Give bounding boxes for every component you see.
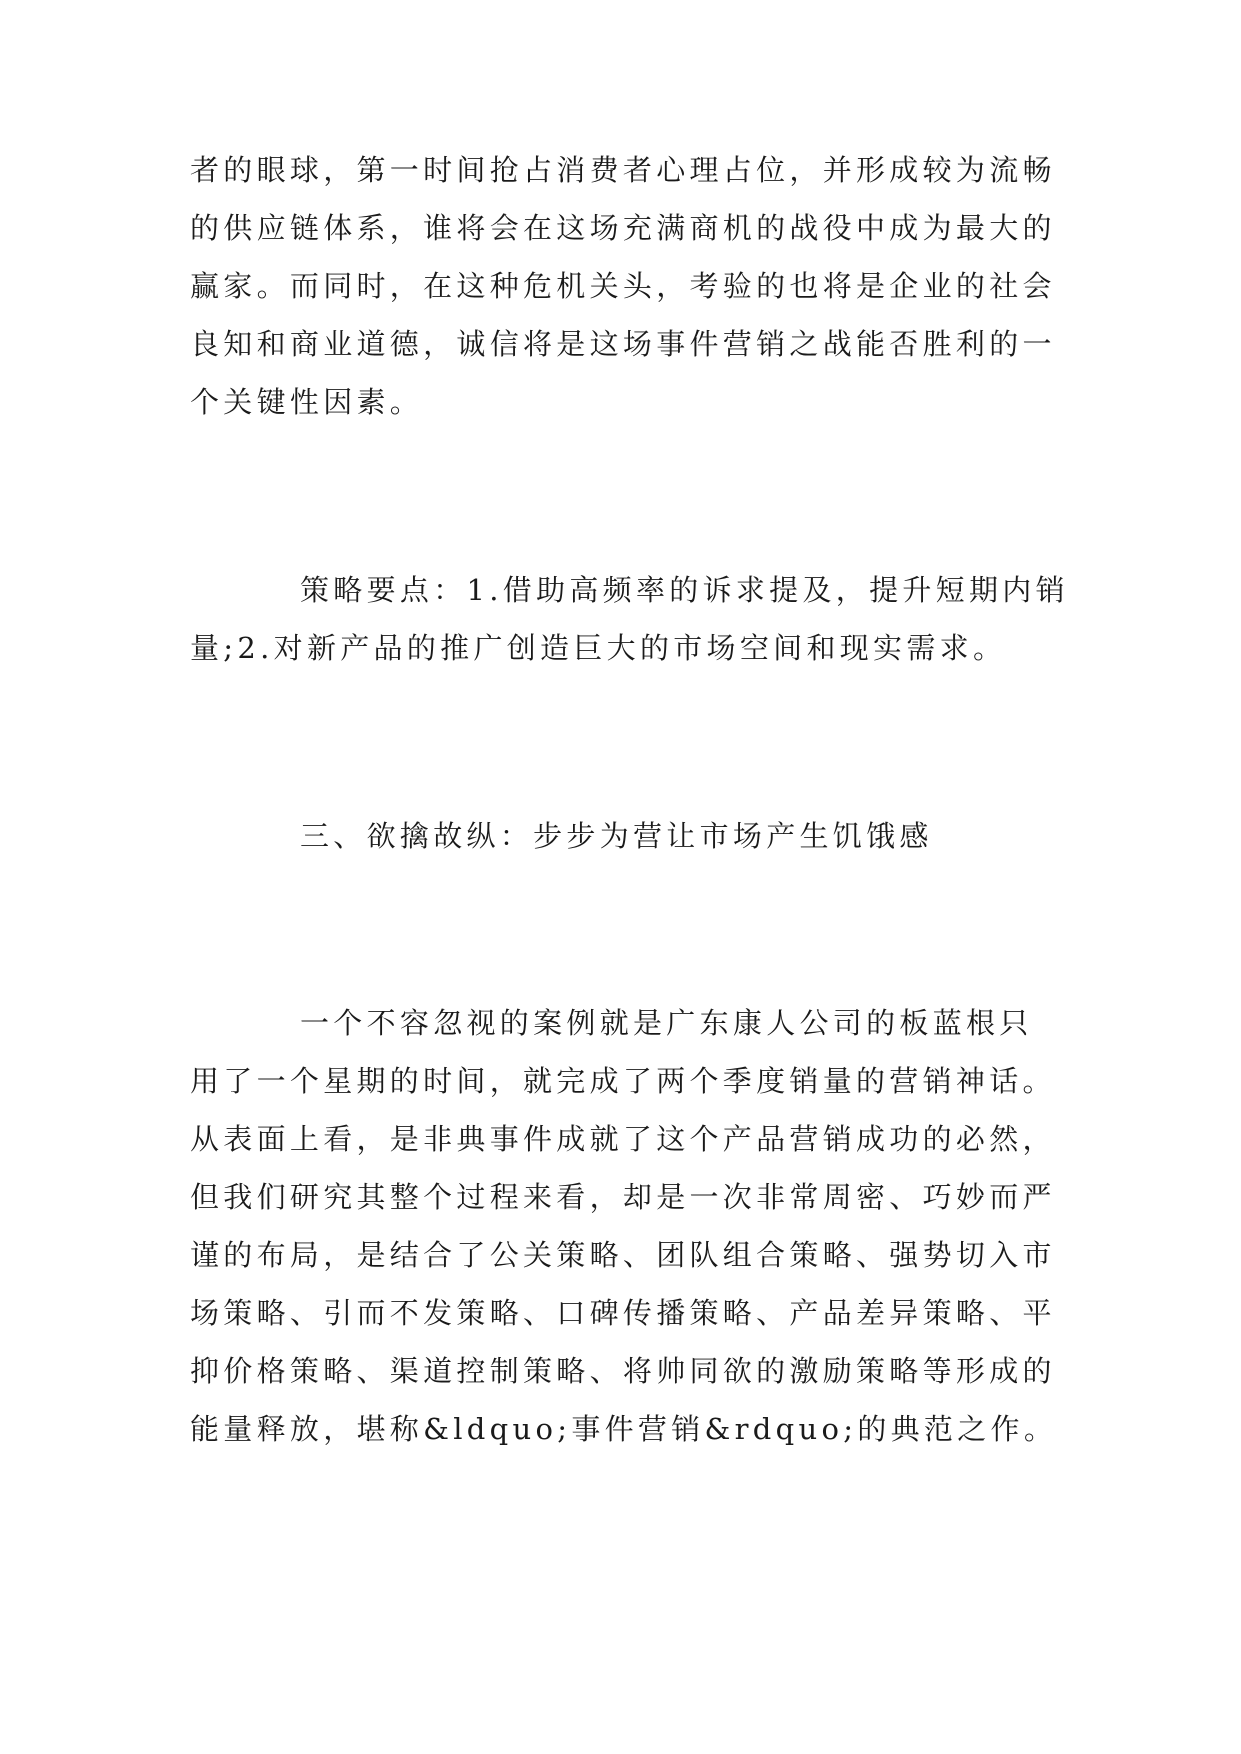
- case-paragraph-line-2: 用了一个星期的时间，就完成了两个季度销量的营销神话。: [190, 1064, 1056, 1098]
- paragraph-1-line-2: 的供应链体系，谁将会在这场充满商机的战役中成为最大的: [190, 211, 1056, 245]
- case-paragraph-line-1: 一个不容忽视的案例就是广东康人公司的板蓝根只: [300, 1006, 1033, 1040]
- section-heading: 三、欲擒故纵：步步为营让市场产生饥饿感: [300, 819, 933, 853]
- strategy-points-line-1: 策略要点：1.借助高频率的诉求提及，提升短期内销: [300, 573, 1069, 607]
- paragraph-1-line-3: 赢家。而同时，在这种危机关头，考验的也将是企业的社会: [190, 269, 1056, 303]
- case-paragraph-line-7: 抑价格策略、渠道控制策略、将帅同欲的激励策略等形成的: [190, 1354, 1056, 1388]
- strategy-points-line-2: 量;2.对新产品的推广创造巨大的市场空间和现实需求。: [190, 631, 1007, 665]
- case-paragraph-line-6: 场策略、引而不发策略、口碑传播策略、产品差异策略、平: [190, 1296, 1056, 1330]
- paragraph-1-line-5: 个关键性因素。: [190, 385, 424, 419]
- case-paragraph-line-5: 谨的布局，是结合了公关策略、团队组合策略、强势切入市: [190, 1238, 1056, 1272]
- paragraph-1-line-1: 者的眼球，第一时间抢占消费者心理占位，并形成较为流畅: [190, 153, 1056, 187]
- case-paragraph-line-8: 能量释放，堪称&ldquo;事件营销&rdquo;的典范之作。: [190, 1412, 1058, 1446]
- case-paragraph-line-4: 但我们研究其整个过程来看，却是一次非常周密、巧妙而严: [190, 1180, 1056, 1214]
- case-paragraph-line-3: 从表面上看，是非典事件成就了这个产品营销成功的必然，: [190, 1122, 1056, 1156]
- paragraph-1-line-4: 良知和商业道德，诚信将是这场事件营销之战能否胜利的一: [190, 327, 1056, 361]
